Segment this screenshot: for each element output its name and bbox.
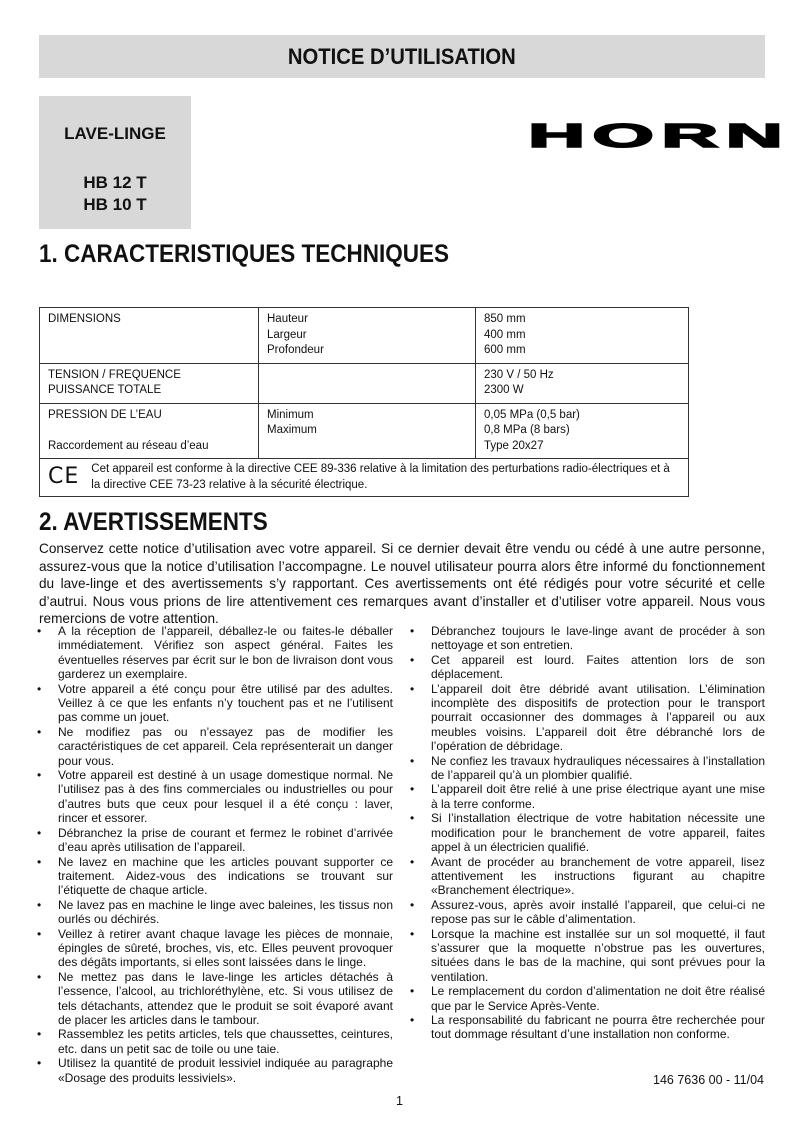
page-number: 1 — [396, 1094, 403, 1108]
warning-item: • Rassemblez les petits articles, tels que chaussettes, ceintures, etc. dans un petit sac de toile ou une taie. — [37, 1027, 393, 1056]
warning-item: • Veillez à retirer avant chaque lavage les pièces de monnaie, épingles de sûreté, broches, vis, etc. Elles peuvent provoquer des dégâts importants, si elles sont laissées dans le linge. — [37, 927, 393, 970]
ce-text: Cet appareil est conforme à la directive CEE 89-336 relative à la limitation des perturbations radio-électriques et à la directive CEE 73-23 relative à la sécurité électrique. — [91, 463, 670, 491]
brand-name: HORN — [528, 117, 791, 154]
spec-line: Raccordement au réseau d’eau — [48, 439, 209, 452]
spec-line: Hauteur — [267, 313, 308, 325]
warning-item: • Votre appareil a été conçu pour être utilisé par des adultes. Veillez à ce que les enfants n’y touchent pas et ne l’utilisent pas comme un jouet. — [37, 682, 393, 725]
spec-cell — [40, 363, 259, 403]
warning-item: • Ne lavez pas en machine le linge avec baleines, les tissus non ourlés ou déchirés. — [37, 898, 393, 927]
warning-item: • L’appareil doit être débridé avant utilisation. L’élimination incomplète des dispositifs de protection pour le transport pourrait occasionner des dommages à l’appareil ou aux meubles voisins. L’appareil doit être débranché lors de l’opération de débridage. — [410, 682, 765, 754]
spec-line: 2300 W — [484, 384, 524, 396]
warning-item: • L’appareil doit être relié à une prise électrique ayant une mise à la terre conforme. — [410, 782, 765, 811]
spec-line: Minimum — [267, 408, 314, 421]
spec-line: 0,8 MPa (8 bars) — [484, 424, 570, 436]
spec-line: 400 mm — [484, 328, 526, 341]
spec-cell — [259, 403, 476, 459]
spec-line: PUISSANCE TOTALE — [48, 384, 162, 396]
warning-item: • Cet appareil est lourd. Faites attention lors de son déplacement. — [410, 653, 765, 682]
spec-line — [48, 423, 250, 439]
warning-item: • Ne mettez pas dans le lave-linge les articles détachés à l’essence, l’alcool, au trichloréthylène, etc. Si vous utilisez de tels détachants, attendez que le produit se soit évaporé avant de placer les articles dans le tambour. — [37, 970, 393, 1028]
section-title-warnings: 2. AVERTISSEMENTS — [39, 508, 268, 536]
warning-item: • Débranchez toujours le lave-linge avant de procéder à son nettoyage et son entretien. — [410, 624, 765, 653]
warning-item: • Ne modifiez pas ou n’essayez pas de modifier les caractéristiques de cet appareil. Cela représenterait un danger pour vous. — [37, 725, 393, 768]
spec-cell — [259, 363, 476, 403]
spec-cell — [476, 308, 689, 364]
spec-line: 850 mm — [484, 313, 526, 325]
spec-line: Maximum — [267, 424, 317, 436]
warning-item: • La responsabilité du fabricant ne pourra être recherchée pour tout dommage résultant d’une installation non conforme. — [410, 1013, 765, 1042]
spec-line: 0,05 MPa (0,5 bar) — [484, 408, 580, 421]
warning-item: • Votre appareil est destiné à un usage domestique normal. Ne l’utilisez pas à des fins commerciales ou industrielles ou pour d’autres buts que ceux pour lesquel il a été conçu : laver, rincer et essorer. — [37, 768, 393, 826]
specs-table — [39, 307, 689, 497]
intro-paragraph: Conservez cette notice d’utilisation avec votre appareil. Si ce dernier devait être vendu ou cédé à une autre personne, assurez-vous que la notice d’utilisation l’accompagne. Le nouvel utilisateur pourra alors être informé du fonctionnement du lave-linge et des avertissements s’y rapportant. Ces avertissements ont été rédigés pour votre sécurité et celle d’autrui. Nous vous prions de lire attentivement ces remarques avant d’installer et d’utiliser votre appareil. Nous vous remercions de votre attention. — [39, 541, 765, 627]
spec-cell — [476, 363, 689, 403]
spec-row — [40, 403, 689, 459]
section-title-technical: 1. CARACTERISTIQUES TECHNIQUES — [39, 240, 450, 268]
warnings-list-right — [410, 624, 765, 1042]
warning-item: • Lorsque la machine est installée sur un sol moquetté, il faut s’assurer que la moquette n’obstrue pas les ouvertures, situées dans le bas de la machine, qui sont prévues pour la ventilation. — [410, 927, 765, 985]
warning-item: • Si l’installation électrique de votre habitation nécessite une modification pour le branchement de votre appareil, faites appel à un électricien qualifié. — [410, 811, 765, 854]
warning-item: • Ne confiez les travaux hydrauliques nécessaires à l’installation de l’appareil qu’à un plombier qualifié. — [410, 754, 765, 783]
warning-item: • Utilisez la quantité de produit lessiviel indiquée au paragraphe «Dosage des produits lessiviels». — [37, 1056, 393, 1085]
warnings-list-left — [37, 624, 393, 1085]
spec-line: Type 20x27 — [484, 439, 544, 452]
spec-line: Profondeur — [267, 344, 324, 356]
spec-line: TENSION / FREQUENCE — [48, 368, 181, 381]
spec-row — [40, 308, 689, 364]
title-bar — [39, 35, 765, 78]
horn-logo — [528, 117, 791, 154]
spec-row — [40, 363, 689, 403]
spec-cell — [40, 403, 259, 459]
spec-line: 600 mm — [484, 344, 526, 356]
model-name: HB 10 T — [83, 195, 147, 214]
spec-line: DIMENSIONS — [48, 313, 121, 325]
ce-mark-icon: CE — [48, 464, 80, 489]
ce-row — [40, 459, 689, 497]
spec-cell — [259, 308, 476, 364]
warning-item: • Débranchez la prise de courant et fermez le robinet d’arrivée d’eau après utilisation de l’appareil. — [37, 826, 393, 855]
product-type: LAVE-LINGE — [64, 124, 166, 143]
warning-item: • Ne lavez en machine que les articles pouvant supporter ce traitement. Aidez-vous des indications se trouvant sur l’étiquette de chaque article. — [37, 855, 393, 898]
model-box — [39, 96, 191, 229]
warning-item: • Avant de procéder au branchement de votre appareil, lisez attentivement les instructions figurant au chapitre «Branchement électrique». — [410, 855, 765, 898]
spec-line: 230 V / 50 Hz — [484, 368, 554, 381]
warning-item: • Le remplacement du cordon d’alimentation ne doit être réalisé que par le Service Après-Vente. — [410, 984, 765, 1013]
spec-cell — [40, 308, 259, 364]
document-reference: 146 7636 00 - 11/04 — [653, 1073, 764, 1087]
spec-line: PRESSION DE L’EAU — [48, 408, 162, 421]
model-name: HB 12 T — [83, 173, 147, 192]
document-title: NOTICE D’UTILISATION — [288, 43, 516, 69]
warning-item: • Assurez-vous, après avoir installé l’appareil, que celui-ci ne repose pas sur le câble d’alimentation. — [410, 898, 765, 927]
spec-cell — [476, 403, 689, 459]
warning-item: • A la réception de l’appareil, déballez-le ou faites-le déballer immédiatement. Vérifiez son aspect général. Faites les éventuelles réserves par écrit sur le bon de livraison dont vous garderez un exemplaire. — [37, 624, 393, 682]
spec-line: Largeur — [267, 328, 307, 341]
